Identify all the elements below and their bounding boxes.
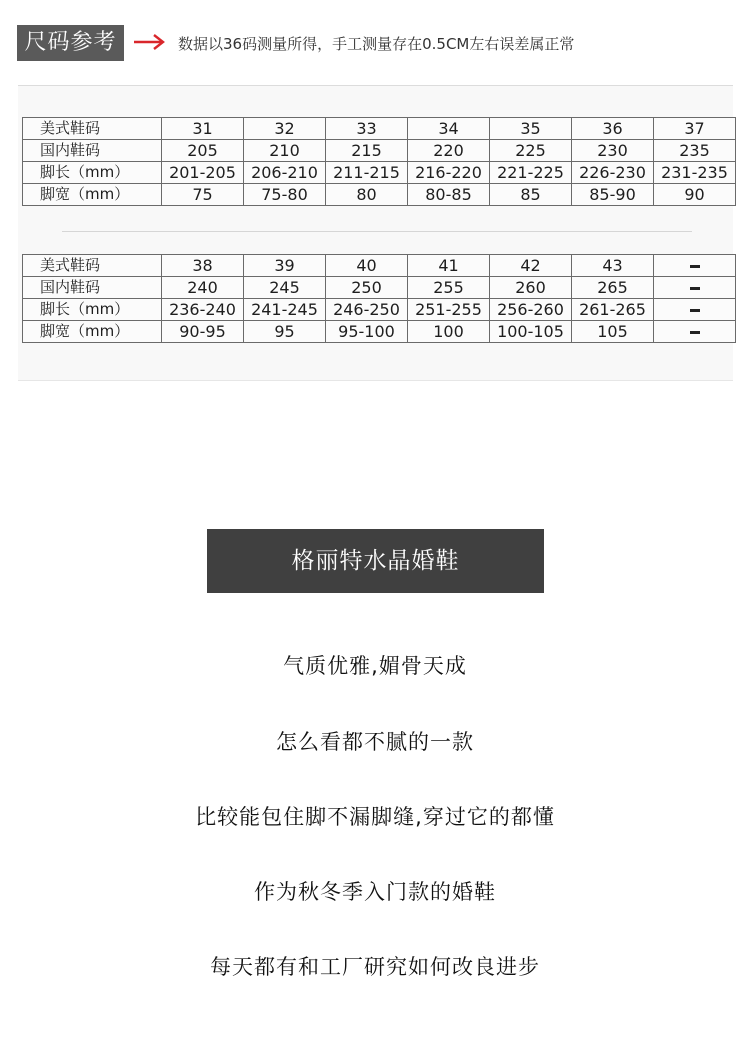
size-cell: 33 [326, 118, 408, 140]
table-row [23, 140, 736, 162]
size-cell: 31 [162, 118, 244, 140]
size-cell: 205 [162, 140, 244, 162]
size-cell: 37 [654, 118, 736, 140]
dash-icon [690, 287, 700, 290]
table-row [23, 255, 736, 277]
size-cell: 100 [408, 321, 490, 343]
size-cell: 75-80 [244, 184, 326, 206]
size-cell: 246-250 [326, 299, 408, 321]
size-cell: 80-85 [408, 184, 490, 206]
size-cell: 201-205 [162, 162, 244, 184]
table-row [23, 184, 736, 206]
size-cell: 260 [490, 277, 572, 299]
table-row [23, 321, 736, 343]
size-cell: 236-240 [162, 299, 244, 321]
table-row [23, 118, 736, 140]
table-row [23, 162, 736, 184]
size-cell: 261-265 [572, 299, 654, 321]
size-cell: 105 [572, 321, 654, 343]
size-cell: 95 [244, 321, 326, 343]
size-cell: 41 [408, 255, 490, 277]
size-cell: 256-260 [490, 299, 572, 321]
size-cell: 215 [326, 140, 408, 162]
description-line: 比较能包住脚不漏脚缝,穿过它的都懂 [195, 805, 555, 829]
size-cell: 35 [490, 118, 572, 140]
empty-cell-dash [654, 255, 736, 277]
dash-icon [690, 331, 700, 334]
size-cell: 265 [572, 277, 654, 299]
size-cell: 206-210 [244, 162, 326, 184]
size-cell: 250 [326, 277, 408, 299]
size-cell: 90 [654, 184, 736, 206]
size-cell: 251-255 [408, 299, 490, 321]
product-title: 格丽特水晶婚鞋 [207, 529, 544, 593]
size-cell: 36 [572, 118, 654, 140]
size-cell: 240 [162, 277, 244, 299]
size-cell: 42 [490, 255, 572, 277]
empty-cell-dash [654, 277, 736, 299]
dash-icon [690, 309, 700, 312]
table-divider [62, 231, 692, 232]
size-cell: 39 [244, 255, 326, 277]
description-line: 每天都有和工厂研究如何改良进步 [210, 955, 540, 979]
size-cell: 210 [244, 140, 326, 162]
size-cell: 75 [162, 184, 244, 206]
description-line: 作为秋冬季入门款的婚鞋 [254, 880, 496, 904]
size-cell: 235 [654, 140, 736, 162]
size-cell: 85-90 [572, 184, 654, 206]
size-cell: 241-245 [244, 299, 326, 321]
size-cell: 80 [326, 184, 408, 206]
size-cell: 40 [326, 255, 408, 277]
size-cell: 211-215 [326, 162, 408, 184]
size-cell: 226-230 [572, 162, 654, 184]
size-cell: 38 [162, 255, 244, 277]
size-cell: 245 [244, 277, 326, 299]
description-line: 气质优雅,媚骨天成 [283, 654, 467, 678]
size-cell: 231-235 [654, 162, 736, 184]
empty-cell-dash [654, 321, 736, 343]
row-label: 脚宽（mm） [23, 184, 162, 206]
row-label: 脚宽（mm） [23, 321, 162, 343]
size-cell: 225 [490, 140, 572, 162]
size-cell: 95-100 [326, 321, 408, 343]
size-cell: 221-225 [490, 162, 572, 184]
table-row [23, 277, 736, 299]
right-arrow-icon [133, 31, 167, 53]
row-label: 脚长（mm） [23, 299, 162, 321]
size-reference-badge: 尺码参考 [17, 25, 124, 61]
measurement-note: 数据以36码测量所得，手工测量存在0.5CM左右误差属正常 [178, 35, 575, 53]
table-row [23, 299, 736, 321]
size-cell: 220 [408, 140, 490, 162]
size-cell: 100-105 [490, 321, 572, 343]
row-label: 脚长（mm） [23, 162, 162, 184]
size-reference-header [0, 0, 750, 60]
empty-cell-dash [654, 299, 736, 321]
row-label: 国内鞋码 [23, 140, 162, 162]
size-table-2 [22, 254, 736, 343]
size-cell: 90-95 [162, 321, 244, 343]
description-line: 怎么看都不腻的一款 [276, 730, 474, 754]
row-label: 美式鞋码 [23, 255, 162, 277]
size-cell: 34 [408, 118, 490, 140]
size-cell: 85 [490, 184, 572, 206]
dash-icon [690, 265, 700, 268]
size-cell: 255 [408, 277, 490, 299]
row-label: 国内鞋码 [23, 277, 162, 299]
size-table-1 [22, 117, 736, 206]
row-label: 美式鞋码 [23, 118, 162, 140]
size-cell: 43 [572, 255, 654, 277]
size-cell: 216-220 [408, 162, 490, 184]
size-cell: 32 [244, 118, 326, 140]
size-cell: 230 [572, 140, 654, 162]
